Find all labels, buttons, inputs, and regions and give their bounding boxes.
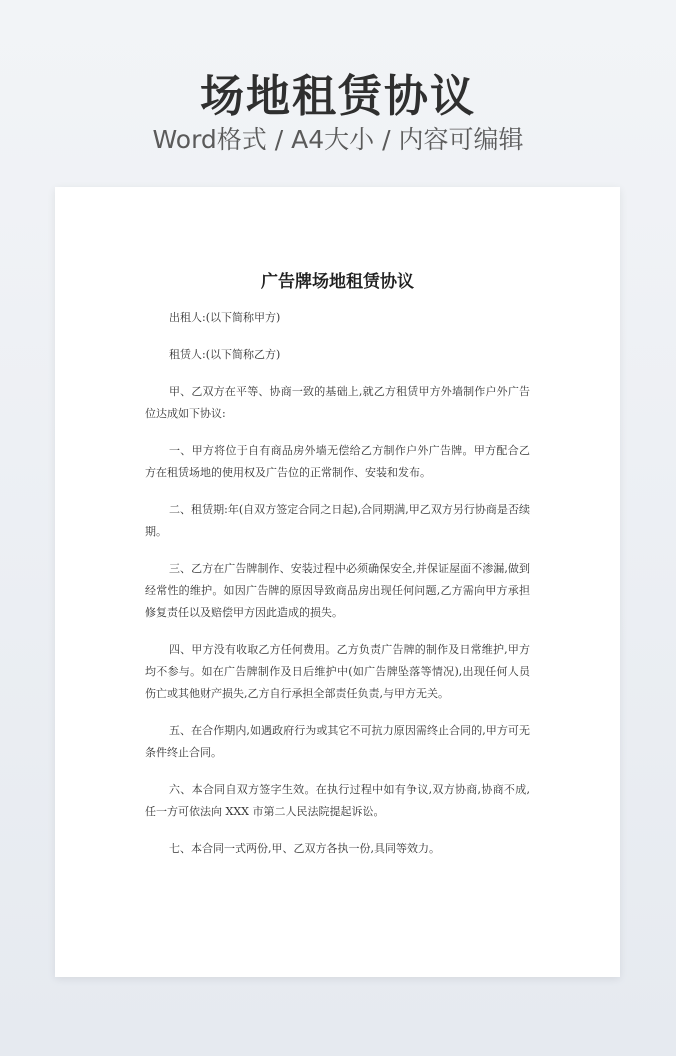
clause-4: 四、甲方没有收取乙方任何费用。乙方负责广告牌的制作及日常维护,甲方均不参与。如在广告牌制作及日后维护中(如广告牌坠落等情况),出现任何人员伤亡或其他财产损失,乙方自行承担全部责任负责,与甲方无关。 [145, 643, 530, 700]
lessee-line: 租赁人:(以下简称乙方) [169, 348, 281, 361]
document-title: 广告牌场地租赁协议 [261, 272, 414, 292]
preamble-paragraph: 甲、乙双方在平等、协商一致的基础上,就乙方租赁甲方外墙制作户外广告位达成如下协议: [145, 385, 530, 420]
clause-7: 七、本合同一式两份,甲、乙双方各执一份,具同等效力。 [169, 842, 440, 855]
clause-5: 五、在合作期内,如遇政府行为或其它不可抗力原因需终止合同的,甲方可无条件终止合同。 [145, 724, 530, 759]
document-page [55, 187, 620, 977]
lessor-line: 出租人:(以下简称甲方) [169, 311, 281, 324]
clause-3: 三、乙方在广告牌制作、安装过程中必须确保安全,并保证屋面不渗漏,做到经常性的维护。如因广告牌的原因导致商品房出现任何问题,乙方需向甲方承担修复责任以及赔偿甲方因此造成的损失。 [145, 562, 530, 619]
hero-title: 场地租赁协议 [200, 71, 476, 122]
clause-2: 二、租赁期:年(自双方签定合同之日起),合同期满,甲乙双方另行协商是否续期。 [145, 503, 530, 538]
hero-subtitle: Word格式 / A4大小 / 内容可编辑 [152, 125, 524, 154]
document-body [145, 307, 530, 875]
clause-1: 一、甲方将位于自有商品房外墙无偿给乙方制作户外广告牌。甲方配合乙方在租赁场地的使用权及广告位的正常制作、安装和发布。 [145, 444, 530, 479]
clause-6: 六、本合同自双方签字生效。在执行过程中如有争议,双方协商,协商不成,任一方可依法向 XXX 市第二人民法院提起诉讼。 [145, 783, 530, 818]
